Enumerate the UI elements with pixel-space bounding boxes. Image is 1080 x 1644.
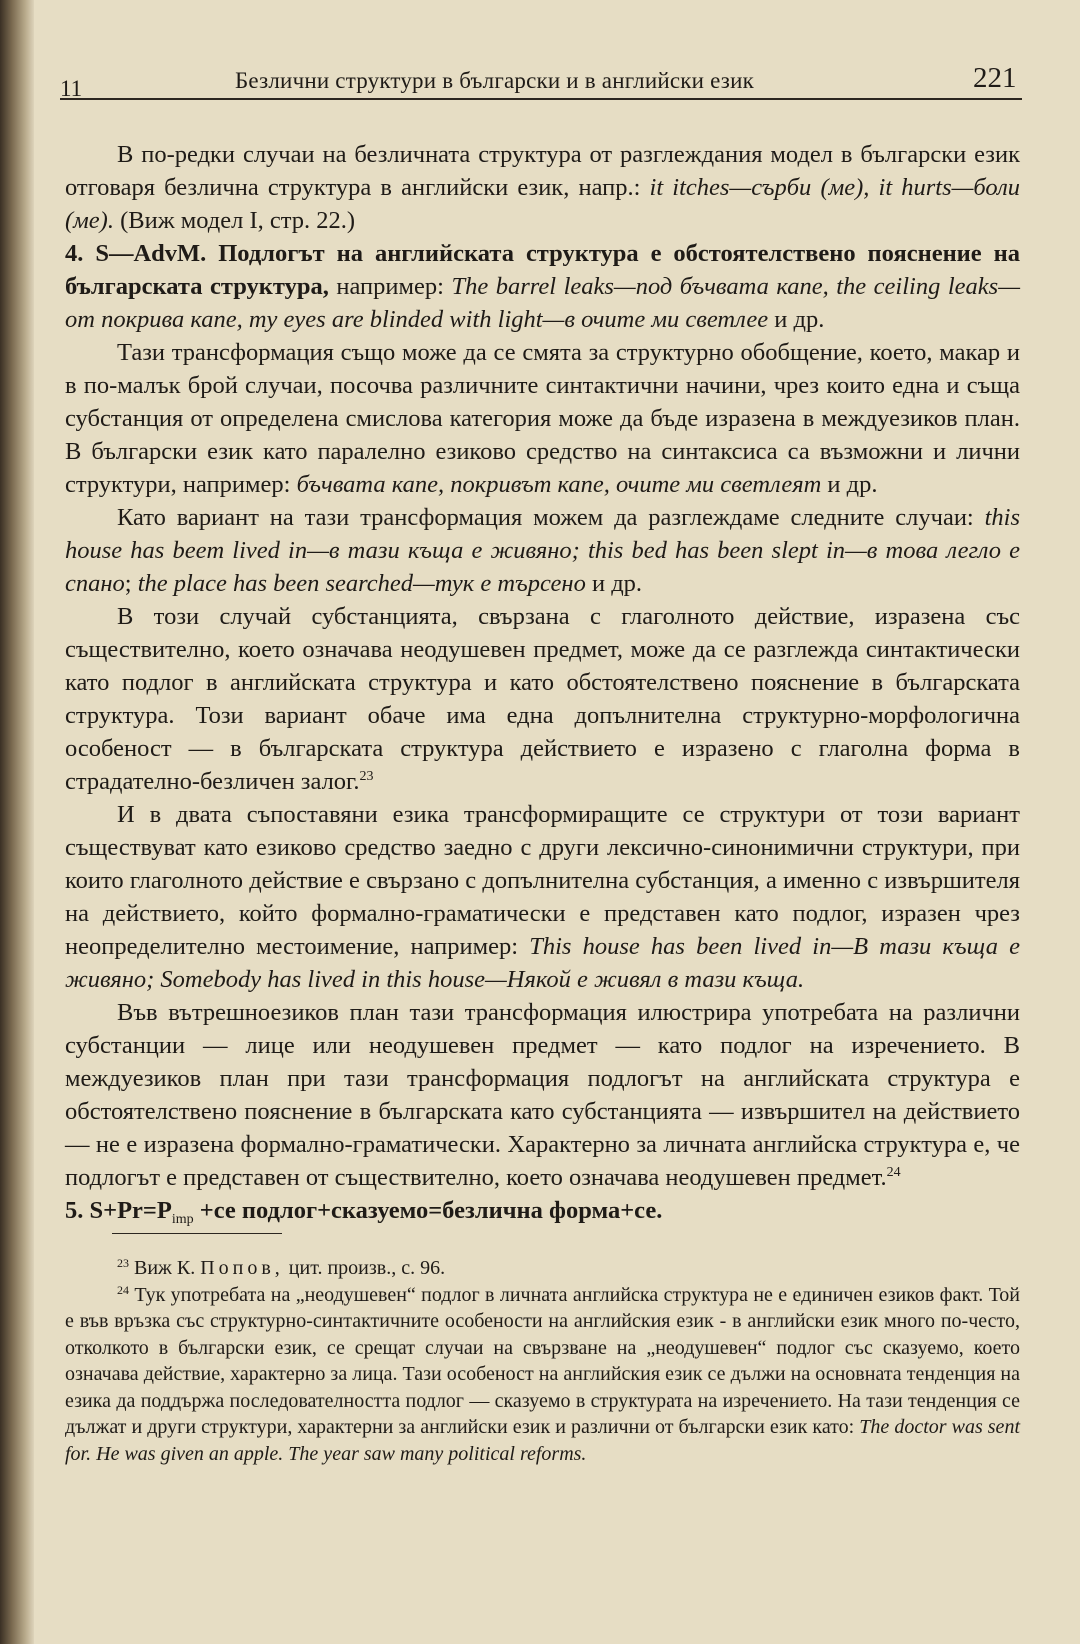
author-name: Попов, [200, 1257, 284, 1279]
footnote-ref: 24 [886, 1165, 901, 1180]
example-italic: it itches—сърби (ме), it hurts—боли (ме). [65, 174, 1020, 234]
model-formula: +се подлог+сказуемо=безлична форма+се. [193, 1197, 663, 1224]
text: В този случай субстанцията, свързана с глаголното действие, изразена със съществително, което означава неодушевен предмет, може да се разглежда синтактически като подлог в английската структура и като обстоятелствено пояснение в българската структура. Този вариант обаче има една допълнителна структурно-морфологична особеност — в българската структура действието е изразено с глаголна форма в страдателно-безличен залог. [65, 603, 1020, 795]
footnote-24 [65, 1282, 1020, 1468]
text: Тук употребата на „неодушевен“ подлог в личната английска структура не е единичен езиков факт. Той е във връзка със структурно-синтактичните особености на английския език - в английски език много по-често, отколкото в български език, се срещат случаи на свързване на „неодушевен“ подлог със сказуемо, което означава действие, характерно за лица. Тази особеност на английския език се дължи на основната тенденция на езика да поддържа последователността подлог — сказуемо в структурата на изречението. На тази тенденция се дължат и други структури, характерни за английски език и различни от български език като: [65, 1283, 1020, 1438]
example-italic: The barrel leaks—под бъчвата капе, the ceiling leaks—от покрива капе, my eyes are blinded with light—в очите ми светлее [65, 273, 1020, 333]
model-heading-paragraph [65, 237, 1020, 336]
example-italic: The doctor was sent for. He was given an apple. The year saw many political reforms. [65, 1416, 1020, 1465]
footnote-23 [65, 1255, 1020, 1282]
footnote-number: 23 [117, 1256, 129, 1270]
text: В по-редки случаи на безличната структура от разглеждания модел в български език отговаря безлична структура в английски език, напр.: [65, 141, 1020, 201]
page-number: 221 [973, 62, 1017, 94]
book-spine-shadow [0, 0, 34, 1644]
text: ; [124, 570, 138, 597]
paragraph [65, 501, 1020, 600]
paragraph [65, 138, 1020, 237]
paragraph [65, 798, 1020, 996]
paragraph [65, 996, 1020, 1194]
example-italic: бъчвата капе, покривът капе, очите ми светлеят [296, 471, 822, 498]
paragraph [65, 336, 1020, 501]
book-page [60, 0, 1050, 1644]
text: и др. [821, 471, 878, 498]
text: Във вътрешноезиков план тази трансформация илюстрира употребата на различни субстанции — лице или неодушевен предмет — като подлог на изречението. В междуезиков план при тази трансформация подлогът на английската структура е обстоятелствено пояснение в българската като субстанцията — извършител на действието — не е изразена формално-граматически. Характерно за личната английска структура е, че подлогът е представен от съществително, което означава неодушевен предмет. [65, 999, 1020, 1191]
main-text [65, 138, 1020, 1227]
header-rule [60, 98, 1022, 100]
example-italic: the place has been searched—тук е търсено [137, 570, 586, 597]
footnote-rule [112, 1233, 282, 1234]
text: например: [328, 273, 452, 300]
model-formula: 5. S+Pr=P [65, 1197, 172, 1224]
footnote-ref: 23 [359, 769, 374, 784]
text: и др. [585, 570, 643, 597]
footnote-number: 24 [117, 1282, 129, 1297]
text: и др. [768, 306, 825, 333]
example-italic: this house has beem lived in—в тази къща е живяно; this bed has been slept in—в това легло е спано [65, 504, 1020, 597]
model-heading-paragraph [65, 1194, 1020, 1227]
model-heading: 4. S—AdvM. Подлогът на английската структура е обстоятелствено пояснение на българската структура, [65, 240, 1020, 300]
text: (Виж модел I, стр. 22.) [113, 207, 356, 234]
text: Като вариант на тази трансформация можем да разглеждаме следните случаи: [117, 504, 985, 531]
paragraph [65, 600, 1020, 798]
footnotes [65, 1255, 1020, 1467]
running-title: Безлични структури в български и в английски език [235, 68, 754, 93]
formula-subscript: imp [171, 1212, 194, 1227]
text: Виж К. [129, 1257, 201, 1279]
text: цит. произв., с. 96. [283, 1257, 446, 1279]
example-italic: This house has been lived in—В тази къща е живяно; Somebody has lived in this house—Някой е живял в тази къща. [65, 933, 1020, 993]
text: И в двата съпоставяни езика трансформиращите се структури от този вариант съществуват като езиково средство заедно с други лексично-синонимични структури, при които глаголното действие е свързано с допълнителна субстанция, а именно с извършителя на действието, който формално-граматически е представен като подлог, изразен чрез неопределително местоимение, например: [65, 801, 1020, 960]
text: Тази трансформация също може да се смята за структурно обобщение, което, макар и в по-малък брой случаи, посочва различните синтактични начини, чрез които една и съща субстанция от определена смислова категория може да бъде изразена в междуезиков план. В български език като паралелно езиково средство на синтаксиса са възможни и лични структури, например: [65, 339, 1020, 498]
chapter-number: 11 [60, 76, 83, 101]
